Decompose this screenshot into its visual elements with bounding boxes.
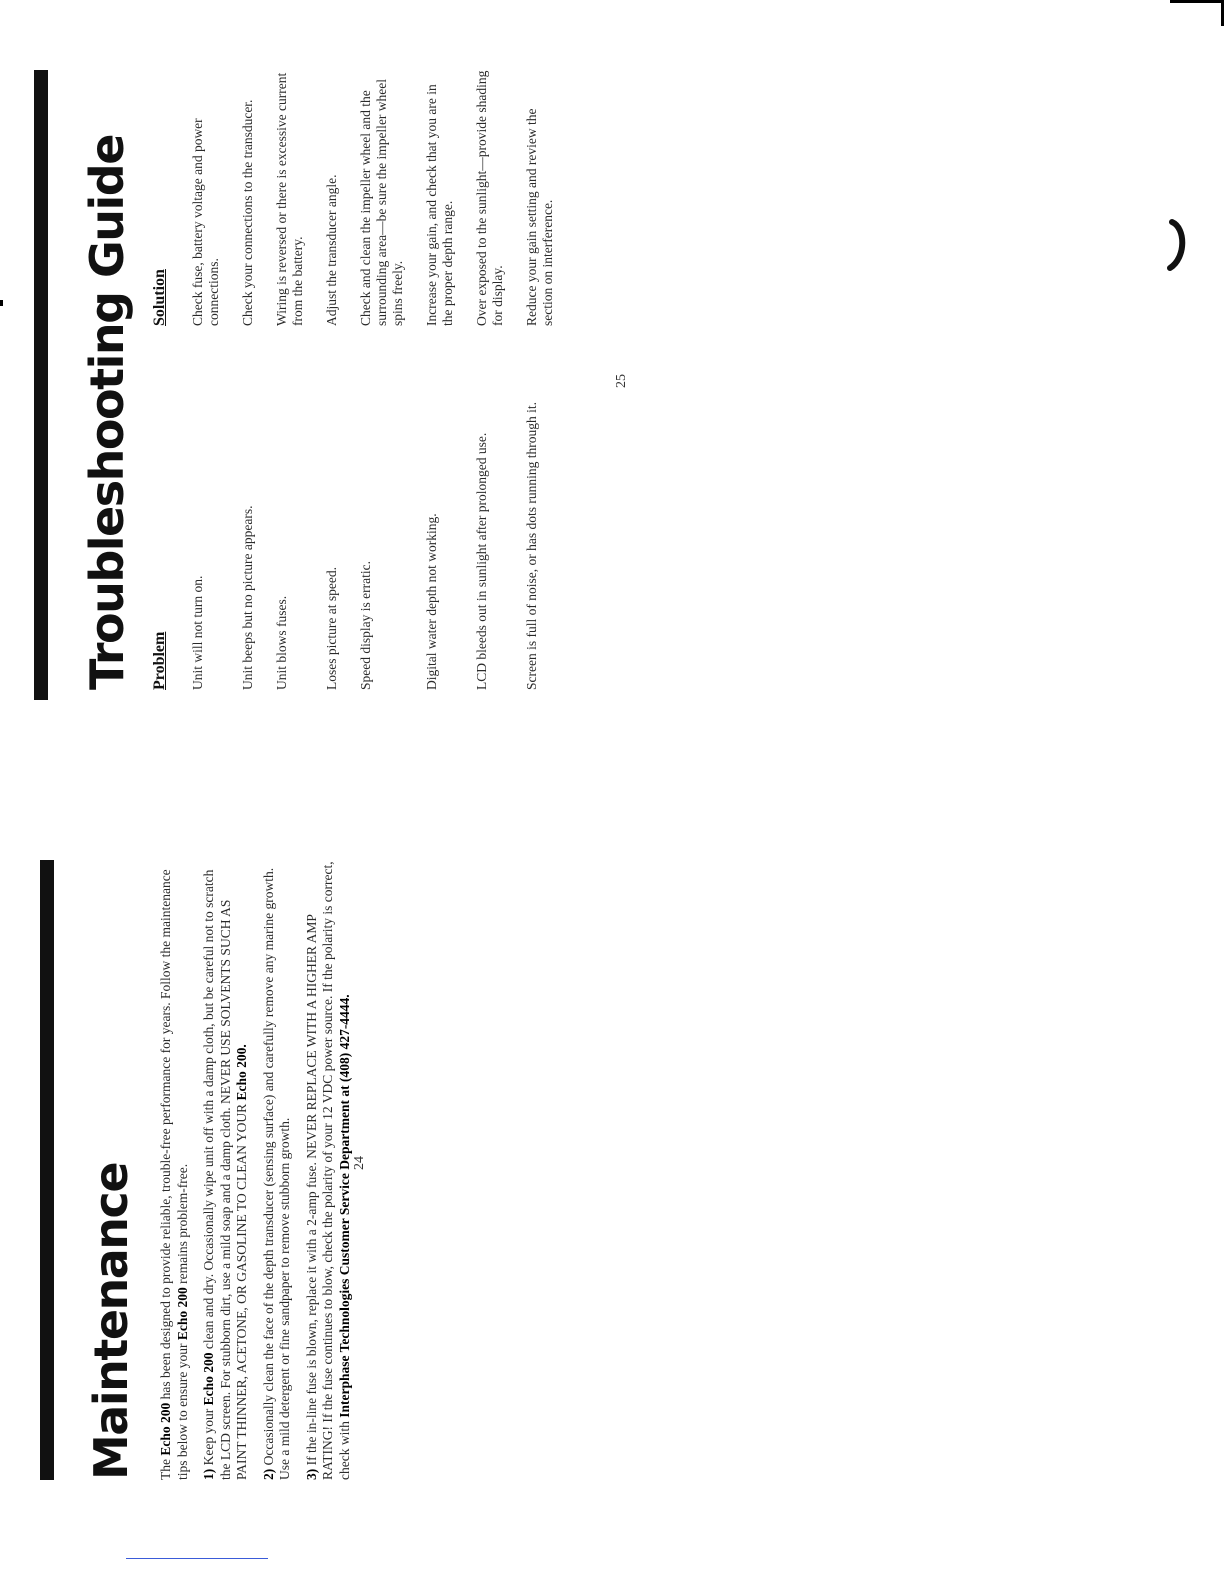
- maintenance-intro: The Echo 200 has been designed to provide reliable, trouble-free performance for years. Follow the maintenance tips below to ensure your Echo 200 remains problem-free.: [158, 869, 190, 1480]
- maintenance-page: [30, 860, 430, 1480]
- problem-cell: Unit will not turn on.: [190, 575, 205, 690]
- solution-cell: Check fuse, battery voltage and power connections.: [190, 118, 221, 326]
- table-row: [358, 70, 424, 690]
- problem-cell: LCD bleeds out in sunlight after prolonged use.: [474, 432, 489, 690]
- page-curl-mark-icon: [1162, 218, 1198, 274]
- solution-cell: Reduce your gain setting and review the section on interference.: [524, 108, 555, 326]
- page-number-right: 25: [614, 374, 629, 388]
- table-row: [324, 70, 358, 690]
- problem-cell: Speed display is erratic.: [358, 561, 373, 690]
- col-header-solution: Solution: [151, 269, 168, 326]
- maintenance-tip-1: 1) Keep your Echo 200 clean and dry. Occasionally wipe unit off with a damp cloth, but be careful not to scratch the LCD screen. For stubborn dirt, use a mild soap and a damp cloth. NEVER USE SOLVENTS SUCH AS PAINT THINNER, ACETONE, OR GASOLINE TO CLEAN YOUR Echo 200.: [201, 869, 249, 1480]
- table-row: [274, 70, 324, 690]
- maintenance-tip-3: 3) If the in-line fuse is blown, replace it with a 2-amp fuse. NEVER REPLACE WITH A HIGHER AMP RATING! If the fuse continues to blow, check the polarity of your 12 VDC power source. If the polarity is correct, check with Interphase Technologies Customer Service Department at (408) 427-4444.: [303, 861, 352, 1480]
- scan-blue-line: [126, 1558, 268, 1559]
- problem-cell: Unit blows fuses.: [274, 595, 289, 690]
- table-header-row: [152, 70, 190, 690]
- troubleshooting-title: Troubleshooting Guide: [80, 135, 134, 690]
- scan-edge-left-tick: [0, 300, 3, 306]
- solution-cell: Over exposed to the sunlight—provide shading for display.: [474, 70, 505, 326]
- solution-cell: Check and clean the impeller wheel and the surrounding area—be sure the impeller wheel spins freely.: [358, 78, 405, 326]
- maintenance-header-bar: [40, 860, 54, 1480]
- page-number-left: 24: [352, 1156, 367, 1170]
- table-row: [240, 70, 274, 690]
- troubleshooting-page: [30, 70, 730, 700]
- problem-cell: Digital water depth not working.: [424, 513, 439, 690]
- table-row: [424, 70, 474, 690]
- solution-cell: Wiring is reversed or there is excessive current from the battery.: [274, 72, 305, 326]
- troubleshooting-table: [152, 70, 574, 690]
- solution-cell: Increase your gain, and check that you are in the proper depth range.: [424, 84, 455, 326]
- maintenance-tip-2: 2) Occasionally clean the face of the depth transducer (sensing surface) and carefully remove any marine growth. Use a mild detergent or fine sandpaper to remove stubborn growth.: [260, 867, 292, 1480]
- col-header-problem: Problem: [151, 631, 168, 690]
- solution-cell: Adjust the transducer angle.: [324, 174, 339, 326]
- maintenance-title: Maintenance: [84, 1162, 138, 1480]
- table-row: [190, 70, 240, 690]
- scan-edge-top-right: [1170, 0, 1224, 3]
- problem-cell: Unit beeps but no picture appears.: [240, 505, 255, 690]
- troubleshooting-header-bar: [34, 70, 48, 700]
- problem-cell: Loses picture at speed.: [324, 567, 339, 690]
- problem-cell: Screen is full of noise, or has dots running through it.: [524, 402, 539, 690]
- maintenance-body: [158, 860, 363, 1480]
- table-row: [524, 70, 574, 690]
- table-row: [474, 70, 524, 690]
- solution-cell: Check your connections to the transducer.: [240, 99, 255, 326]
